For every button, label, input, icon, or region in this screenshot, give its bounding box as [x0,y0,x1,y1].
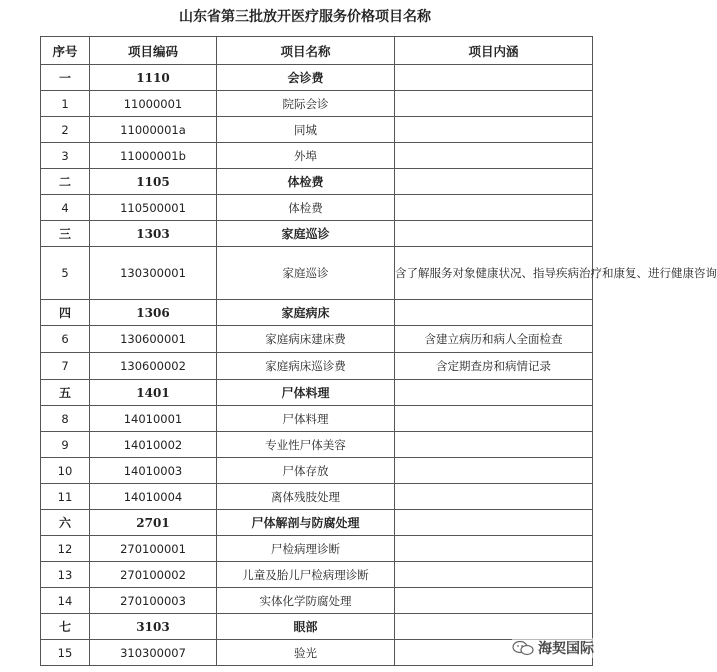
cell-name: 尸体料理 [217,380,395,406]
table-row [41,117,593,143]
cell-no: 五 [41,380,90,406]
cell-code: 270100003 [90,588,217,614]
cell-name: 尸检病理诊断 [217,536,395,562]
cell-name: 院际会诊 [217,91,395,117]
cell-code: 1303 [90,221,217,247]
table-row [41,588,593,614]
cell-no: 二 [41,169,90,195]
cell-content [395,562,593,588]
cell-code: 11000001 [90,91,217,117]
cell-no: 三 [41,221,90,247]
cell-no: 14 [41,588,90,614]
cell-name: 体检费 [217,195,395,221]
cell-no: 15 [41,640,90,666]
cell-no: 13 [41,562,90,588]
category-row [41,300,593,326]
table-row [41,536,593,562]
cell-content [395,406,593,432]
cell-content [395,380,593,406]
price-table [40,36,717,666]
cell-no: 1 [41,91,90,117]
cell-name: 实体化学防腐处理 [217,588,395,614]
watermark [512,638,594,658]
cell-no: 9 [41,432,90,458]
cell-no: 5 [41,247,90,300]
cell-no: 11 [41,484,90,510]
cell-content [395,510,593,536]
cell-name: 体检费 [217,169,395,195]
cell-no: 3 [41,143,90,169]
table-body [41,65,717,666]
wechat-icon [512,640,534,656]
table-row [41,562,593,588]
table-row [41,326,593,353]
cell-content: 含了解服务对象健康状况、指导疾病治疗和康复、进行健康咨询 [395,247,593,300]
cell-no: 7 [41,353,90,380]
cell-name: 尸体解剖与防腐处理 [217,510,395,536]
cell-no: 4 [41,195,90,221]
cell-code: 14010003 [90,458,217,484]
category-row [41,510,593,536]
cell-name: 家庭病床 [217,300,395,326]
cell-code: 3103 [90,614,217,640]
cell-no: 2 [41,117,90,143]
cell-code: 11000001b [90,143,217,169]
cell-name: 离体残肢处理 [217,484,395,510]
cell-name: 验光 [217,640,395,666]
cell-content [395,536,593,562]
table-row [41,353,593,380]
cell-name: 尸体料理 [217,406,395,432]
table-row [41,143,593,169]
cell-code: 2701 [90,510,217,536]
cell-name: 同城 [217,117,395,143]
table-row [41,406,593,432]
header-name: 项目名称 [217,37,395,65]
cell-content [395,588,593,614]
cell-no: 七 [41,614,90,640]
cell-code: 14010001 [90,406,217,432]
cell-code: 130600001 [90,326,217,353]
header-no: 序号 [41,37,90,65]
table-row [41,432,593,458]
cell-content [395,91,593,117]
cell-name: 儿童及胎儿尸检病理诊断 [217,562,395,588]
cell-content [395,300,593,326]
cell-code: 14010004 [90,484,217,510]
cell-name: 眼部 [217,614,395,640]
cell-name: 尸体存放 [217,458,395,484]
cell-code: 130300001 [90,247,217,300]
cell-content [395,117,593,143]
table-row [41,195,593,221]
cell-content [395,143,593,169]
cell-content: 含定期查房和病情记录 [395,353,593,380]
page-title: 山东省第三批放开医疗服务价格项目名称 [179,9,431,25]
cell-code: 14010002 [90,432,217,458]
table-row [41,484,593,510]
cell-content [395,195,593,221]
table-row [41,458,593,484]
cell-code: 310300007 [90,640,217,666]
cell-content [395,484,593,510]
cell-code: 110500001 [90,195,217,221]
category-row [41,614,593,640]
watermark-text: 海契国际 [538,641,594,657]
cell-name: 外埠 [217,143,395,169]
table-header-row [41,37,593,65]
cell-code: 1401 [90,380,217,406]
cell-code: 270100001 [90,536,217,562]
cell-code: 1110 [90,65,217,91]
cell-no: 10 [41,458,90,484]
cell-content [395,614,593,640]
cell-name: 专业性尸体美容 [217,432,395,458]
cell-no: 8 [41,406,90,432]
cell-no: 六 [41,510,90,536]
cell-content [395,458,593,484]
table-row [41,640,593,666]
cell-content [395,221,593,247]
table-row [41,91,593,117]
cell-content [395,432,593,458]
cell-name: 家庭病床建床费 [217,326,395,353]
cell-name: 家庭巡诊 [217,247,395,300]
header-code: 项目编码 [90,37,217,65]
cell-no: 四 [41,300,90,326]
cell-content [395,169,593,195]
header-content: 项目内涵 [395,37,593,65]
cell-code: 130600002 [90,353,217,380]
cell-code: 270100002 [90,562,217,588]
cell-code: 11000001a [90,117,217,143]
category-row [41,65,593,91]
category-row [41,221,593,247]
cell-no: 一 [41,65,90,91]
table-row [41,247,593,300]
cell-no: 12 [41,536,90,562]
category-row [41,169,593,195]
cell-no: 6 [41,326,90,353]
cell-name: 家庭巡诊 [217,221,395,247]
cell-content [395,65,593,91]
cell-content: 含建立病历和病人全面检查 [395,326,593,353]
cell-name: 会诊费 [217,65,395,91]
category-row [41,380,593,406]
cell-name: 家庭病床巡诊费 [217,353,395,380]
cell-code: 1105 [90,169,217,195]
cell-code: 1306 [90,300,217,326]
